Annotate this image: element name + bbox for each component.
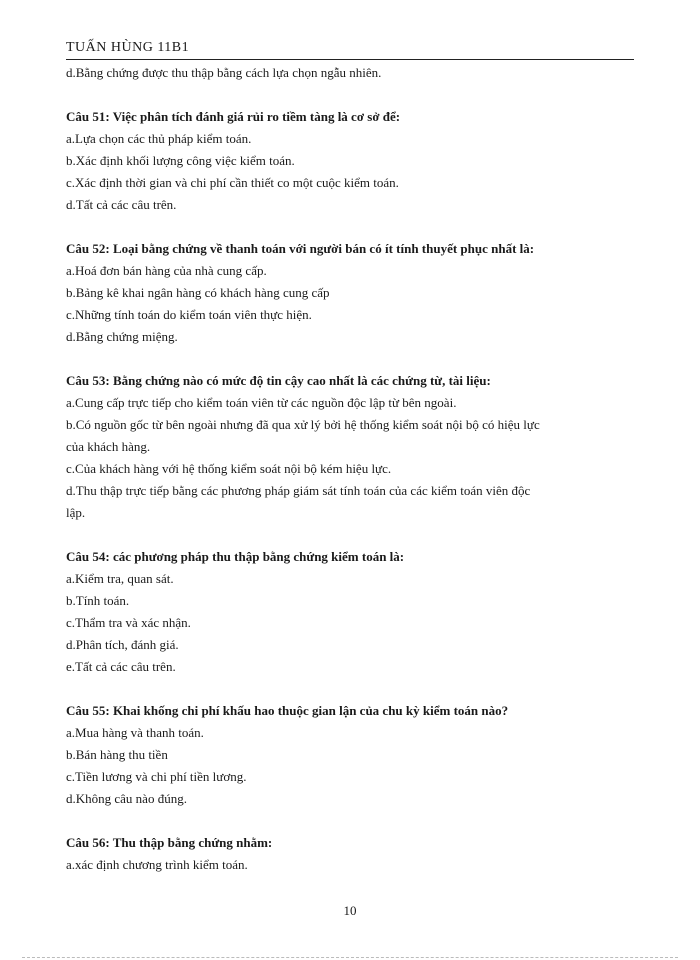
question-52	[66, 238, 634, 348]
answer-option: c.Những tính toán do kiểm toán viên thực hiện.	[66, 307, 312, 322]
question-56	[66, 832, 634, 876]
page-number: 10	[343, 903, 357, 918]
question-54	[66, 546, 634, 678]
answer-option: a.xác định chương trình kiểm toán.	[66, 857, 248, 872]
answer-option: a.Kiểm tra, quan sát.	[66, 571, 174, 586]
answer-option: d.Phân tích, đánh giá.	[66, 637, 179, 652]
answer-option: a.Lựa chọn các thủ pháp kiểm toán.	[66, 131, 252, 146]
question-55	[66, 700, 634, 810]
page-bottom-edge	[22, 957, 678, 958]
answer-option: lập.	[66, 505, 86, 520]
question-title: Câu 54: các phương pháp thu thập bằng chứng kiểm toán là:	[66, 549, 405, 564]
answer-option: a.Cung cấp trực tiếp cho kiểm toán viên từ các nguồn độc lập từ bên ngoài.	[66, 395, 457, 410]
answer-option: của khách hàng.	[66, 439, 151, 454]
answer-option: e.Tất cả các câu trên.	[66, 659, 176, 674]
answer-option: b.Tính toán.	[66, 593, 130, 608]
answer-option: a.Mua hàng và thanh toán.	[66, 725, 204, 740]
answer-option: d.Thu thập trực tiếp bằng các phương pháp giám sát tính toán của các kiểm toán viên độc	[66, 483, 531, 498]
question-title: Câu 55: Khai khống chi phí khấu hao thuộc gian lận của chu kỳ kiểm toán nào?	[66, 703, 509, 718]
answer-option: b.Bảng kê khai ngân hàng có khách hàng cung cấp	[66, 285, 330, 300]
answer-option: b.Có nguồn gốc từ bên ngoài nhưng đã qua xử lý bởi hệ thống kiểm soát nội bộ có hiệu lực	[66, 417, 540, 432]
answer-option: d.Không câu nào đúng.	[66, 791, 187, 806]
answer-option: a.Hoá đơn bán hàng của nhà cung cấp.	[66, 263, 267, 278]
question-title: Câu 52: Loại bằng chứng về thanh toán với người bán có ít tính thuyết phục nhất là:	[66, 241, 535, 256]
question-title: Câu 53: Bằng chứng nào có mức độ tin cậy cao nhất là các chứng từ, tài liệu:	[66, 373, 491, 388]
question-title: Câu 51: Việc phân tích đánh giá rủi ro tiềm tàng là cơ sở để:	[66, 109, 401, 124]
answer-option: c.Thẩm tra và xác nhận.	[66, 615, 191, 630]
question-51	[66, 106, 634, 216]
question-53	[66, 370, 634, 524]
header-rule	[66, 59, 634, 60]
page-header: TUẤN HÙNG 11B1	[66, 40, 190, 55]
intro-line: d.Bằng chứng được thu thập bằng cách lựa chọn ngẫu nhiên.	[66, 65, 382, 80]
document-body	[66, 62, 634, 876]
question-title: Câu 56: Thu thập bằng chứng nhằm:	[66, 835, 273, 850]
answer-option: c.Xác định thời gian và chi phí cần thiết co một cuộc kiểm toán.	[66, 175, 399, 190]
answer-option: d.Tất cả các câu trên.	[66, 197, 177, 212]
answer-option: c.Tiền lương và chi phí tiền lương.	[66, 769, 247, 784]
answer-option: c.Của khách hàng với hệ thống kiểm soát nội bộ kém hiệu lực.	[66, 461, 392, 476]
answer-option: b.Bán hàng thu tiền	[66, 747, 168, 762]
answer-option: d.Bằng chứng miệng.	[66, 329, 178, 344]
answer-option: b.Xác định khối lượng công việc kiểm toán.	[66, 153, 295, 168]
